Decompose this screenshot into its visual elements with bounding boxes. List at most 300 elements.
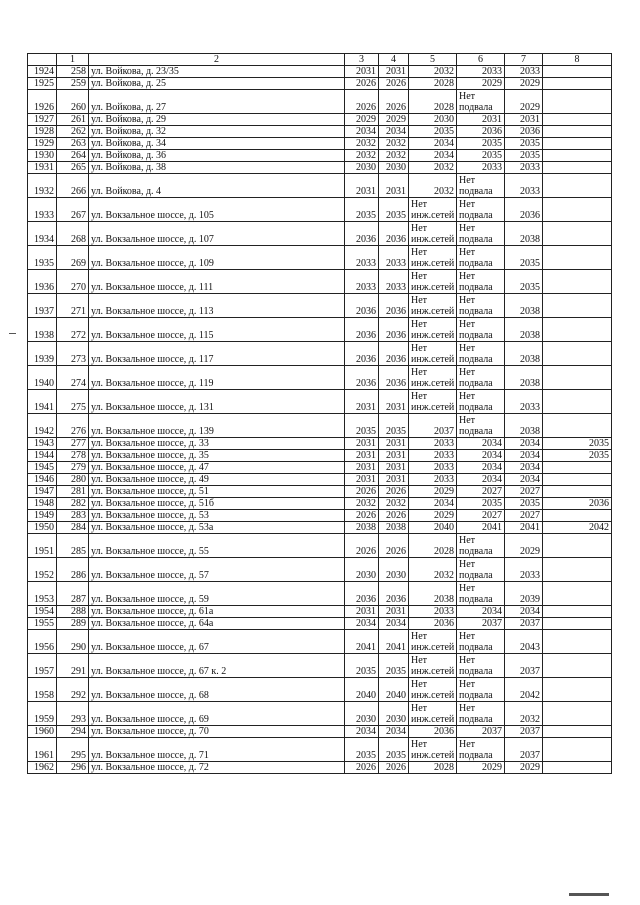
cell-idx: 1952: [28, 558, 57, 582]
cell-idx: 1958: [28, 678, 57, 702]
table-row: [28, 294, 612, 318]
cell-c3: 2026: [345, 534, 379, 558]
cell-c8: [543, 138, 612, 150]
cell-c6: 2035: [457, 138, 505, 150]
cell-c6: Нет подвала: [457, 702, 505, 726]
cell-c6: Нет подвала: [457, 582, 505, 606]
cell-c7: 2034: [505, 462, 543, 474]
cell-c3: 2041: [345, 630, 379, 654]
cell-c5: Нет инж.сетей: [409, 678, 457, 702]
cell-c4: 2031: [379, 390, 409, 414]
cell-c6: Нет подвала: [457, 678, 505, 702]
cell-idx: 1937: [28, 294, 57, 318]
cell-c8: [543, 114, 612, 126]
cell-c8: [543, 366, 612, 390]
cell-c3: 2035: [345, 654, 379, 678]
cell-c3: 2036: [345, 582, 379, 606]
cell-n: 296: [57, 762, 89, 774]
cell-c4: 2026: [379, 90, 409, 114]
cell-idx: 1942: [28, 414, 57, 438]
cell-c6: 2034: [457, 606, 505, 618]
header-cell-6: 6: [457, 54, 505, 66]
table-row: [28, 138, 612, 150]
cell-c5: Нет инж.сетей: [409, 198, 457, 222]
cell-n: 264: [57, 150, 89, 162]
cell-c7: 2035: [505, 150, 543, 162]
table-row: [28, 582, 612, 606]
cell-c4: 2032: [379, 498, 409, 510]
cell-c8: [543, 198, 612, 222]
cell-c5: 2028: [409, 762, 457, 774]
cell-n: 266: [57, 174, 89, 198]
cell-addr: ул. Вокзальное шоссе, д. 107: [89, 222, 345, 246]
cell-n: 275: [57, 390, 89, 414]
cell-c5: Нет инж.сетей: [409, 702, 457, 726]
table-row: [28, 390, 612, 414]
cell-c3: 2030: [345, 558, 379, 582]
cell-c5: 2029: [409, 510, 457, 522]
cell-c8: 2035: [543, 438, 612, 450]
cell-c7: 2027: [505, 510, 543, 522]
cell-c8: [543, 606, 612, 618]
table-row: [28, 198, 612, 222]
cell-c7: 2032: [505, 702, 543, 726]
scan-artifact-mark: [9, 333, 16, 334]
cell-c3: 2031: [345, 606, 379, 618]
cell-c6: 2034: [457, 462, 505, 474]
cell-c5: 2032: [409, 174, 457, 198]
cell-c4: 2031: [379, 66, 409, 78]
cell-idx: 1953: [28, 582, 57, 606]
cell-c4: 2041: [379, 630, 409, 654]
cell-c5: 2034: [409, 498, 457, 510]
cell-c5: 2028: [409, 534, 457, 558]
table-row: [28, 114, 612, 126]
cell-c4: 2026: [379, 510, 409, 522]
cell-c3: 2036: [345, 366, 379, 390]
cell-c6: Нет подвала: [457, 198, 505, 222]
cell-n: 290: [57, 630, 89, 654]
cell-addr: ул. Войкова, д. 38: [89, 162, 345, 174]
cell-c4: 2034: [379, 726, 409, 738]
cell-c7: 2041: [505, 522, 543, 534]
cell-c8: [543, 414, 612, 438]
cell-n: 289: [57, 618, 89, 630]
cell-c7: 2035: [505, 498, 543, 510]
cell-c5: Нет инж.сетей: [409, 390, 457, 414]
cell-c6: 2033: [457, 162, 505, 174]
table-row: [28, 738, 612, 762]
cell-c7: 2037: [505, 654, 543, 678]
cell-c5: 2032: [409, 66, 457, 78]
cell-c8: [543, 318, 612, 342]
cell-c3: 2030: [345, 702, 379, 726]
cell-idx: 1926: [28, 90, 57, 114]
cell-c5: 2033: [409, 606, 457, 618]
cell-addr: ул. Войкова, д. 29: [89, 114, 345, 126]
cell-c3: 2030: [345, 162, 379, 174]
table-row: [28, 606, 612, 618]
cell-c8: [543, 738, 612, 762]
cell-c3: 2031: [345, 438, 379, 450]
cell-c6: Нет подвала: [457, 270, 505, 294]
cell-idx: 1936: [28, 270, 57, 294]
table-row: [28, 246, 612, 270]
cell-c5: Нет инж.сетей: [409, 222, 457, 246]
cell-c5: Нет инж.сетей: [409, 270, 457, 294]
cell-c3: 2040: [345, 678, 379, 702]
cell-addr: ул. Вокзальное шоссе, д. 68: [89, 678, 345, 702]
cell-c7: 2042: [505, 678, 543, 702]
cell-c3: 2032: [345, 138, 379, 150]
cell-c7: 2033: [505, 558, 543, 582]
cell-idx: 1940: [28, 366, 57, 390]
cell-n: 259: [57, 78, 89, 90]
table-row: [28, 438, 612, 450]
cell-c8: [543, 726, 612, 738]
cell-n: 258: [57, 66, 89, 78]
cell-c7: 2037: [505, 618, 543, 630]
cell-c3: 2031: [345, 462, 379, 474]
cell-c6: 2029: [457, 762, 505, 774]
cell-c5: Нет инж.сетей: [409, 738, 457, 762]
cell-c4: 2036: [379, 366, 409, 390]
table-row: [28, 654, 612, 678]
cell-idx: 1935: [28, 246, 57, 270]
cell-c6: 2031: [457, 114, 505, 126]
cell-c8: [543, 294, 612, 318]
data-table: [27, 53, 612, 774]
cell-c5: 2032: [409, 558, 457, 582]
cell-c6: Нет подвала: [457, 246, 505, 270]
cell-idx: 1957: [28, 654, 57, 678]
cell-idx: 1924: [28, 66, 57, 78]
table-row: [28, 678, 612, 702]
cell-addr: ул. Вокзальное шоссе, д. 49: [89, 474, 345, 486]
table-row: [28, 366, 612, 390]
cell-c5: 2034: [409, 138, 457, 150]
cell-c6: Нет подвала: [457, 90, 505, 114]
cell-addr: ул. Вокзальное шоссе, д. 71: [89, 738, 345, 762]
cell-n: 282: [57, 498, 89, 510]
cell-c4: 2031: [379, 174, 409, 198]
cell-c8: 2042: [543, 522, 612, 534]
cell-c4: 2034: [379, 618, 409, 630]
cell-addr: ул. Вокзальное шоссе, д. 67 к. 2: [89, 654, 345, 678]
cell-idx: 1944: [28, 450, 57, 462]
cell-c6: Нет подвала: [457, 318, 505, 342]
cell-idx: 1939: [28, 342, 57, 366]
cell-c5: 2033: [409, 462, 457, 474]
table-row: [28, 474, 612, 486]
cell-c7: 2029: [505, 78, 543, 90]
cell-c7: 2037: [505, 738, 543, 762]
cell-addr: ул. Вокзальное шоссе, д. 109: [89, 246, 345, 270]
cell-c8: [543, 474, 612, 486]
table-row: [28, 558, 612, 582]
table-row: [28, 162, 612, 174]
cell-c7: 2033: [505, 66, 543, 78]
header-cell-4: 4: [379, 54, 409, 66]
cell-c8: [543, 270, 612, 294]
cell-c5: 2033: [409, 474, 457, 486]
cell-c3: 2026: [345, 762, 379, 774]
cell-addr: ул. Вокзальное шоссе, д. 69: [89, 702, 345, 726]
cell-c7: 2029: [505, 762, 543, 774]
cell-c6: Нет подвала: [457, 174, 505, 198]
cell-idx: 1960: [28, 726, 57, 738]
cell-n: 273: [57, 342, 89, 366]
cell-c8: [543, 510, 612, 522]
cell-c4: 2029: [379, 114, 409, 126]
cell-c6: Нет подвала: [457, 630, 505, 654]
cell-c3: 2031: [345, 390, 379, 414]
cell-n: 262: [57, 126, 89, 138]
cell-n: 270: [57, 270, 89, 294]
cell-c3: 2036: [345, 222, 379, 246]
cell-c3: 2034: [345, 618, 379, 630]
cell-addr: ул. Вокзальное шоссе, д. 113: [89, 294, 345, 318]
cell-c5: Нет инж.сетей: [409, 318, 457, 342]
cell-c4: 2031: [379, 606, 409, 618]
header-cell-8: 8: [543, 54, 612, 66]
table-row: [28, 126, 612, 138]
cell-n: 279: [57, 462, 89, 474]
cell-c6: 2035: [457, 150, 505, 162]
cell-c3: 2036: [345, 342, 379, 366]
cell-c7: 2034: [505, 606, 543, 618]
cell-c3: 2036: [345, 318, 379, 342]
cell-c4: 2031: [379, 462, 409, 474]
cell-c3: 2026: [345, 486, 379, 498]
cell-addr: ул. Вокзальное шоссе, д. 67: [89, 630, 345, 654]
table-row: [28, 522, 612, 534]
table-row: [28, 78, 612, 90]
table-row: [28, 498, 612, 510]
cell-c6: Нет подвала: [457, 390, 505, 414]
cell-c5: 2036: [409, 618, 457, 630]
cell-c5: Нет инж.сетей: [409, 342, 457, 366]
cell-c6: 2034: [457, 438, 505, 450]
table-row: [28, 270, 612, 294]
cell-c3: 2033: [345, 270, 379, 294]
cell-c5: 2033: [409, 450, 457, 462]
table-row: [28, 618, 612, 630]
table-row: [28, 174, 612, 198]
cell-c6: 2041: [457, 522, 505, 534]
cell-c3: 2031: [345, 66, 379, 78]
cell-c5: 2028: [409, 78, 457, 90]
cell-c7: 2033: [505, 162, 543, 174]
cell-n: 281: [57, 486, 89, 498]
cell-n: 277: [57, 438, 89, 450]
cell-c5: 2036: [409, 726, 457, 738]
header-cell-2: 2: [89, 54, 345, 66]
cell-c6: 2035: [457, 498, 505, 510]
cell-c8: [543, 558, 612, 582]
cell-c6: 2036: [457, 126, 505, 138]
cell-idx: 1946: [28, 474, 57, 486]
cell-c6: 2037: [457, 726, 505, 738]
cell-addr: ул. Войкова, д. 36: [89, 150, 345, 162]
cell-idx: 1930: [28, 150, 57, 162]
cell-c3: 2031: [345, 450, 379, 462]
cell-c3: 2035: [345, 738, 379, 762]
cell-c3: 2034: [345, 126, 379, 138]
cell-c5: 2032: [409, 162, 457, 174]
cell-c7: 2034: [505, 450, 543, 462]
table-row: [28, 462, 612, 474]
table-row: [28, 414, 612, 438]
table-row: [28, 450, 612, 462]
cell-c4: 2036: [379, 342, 409, 366]
table-row: [28, 342, 612, 366]
cell-c6: Нет подвала: [457, 654, 505, 678]
cell-addr: ул. Вокзальное шоссе, д. 51б: [89, 498, 345, 510]
cell-c6: 2037: [457, 618, 505, 630]
cell-c3: 2038: [345, 522, 379, 534]
cell-c6: Нет подвала: [457, 534, 505, 558]
cell-c4: 2035: [379, 654, 409, 678]
cell-n: 260: [57, 90, 89, 114]
cell-c8: [543, 654, 612, 678]
cell-addr: ул. Вокзальное шоссе, д. 131: [89, 390, 345, 414]
cell-c4: 2030: [379, 162, 409, 174]
cell-addr: ул. Войкова, д. 32: [89, 126, 345, 138]
cell-idx: 1943: [28, 438, 57, 450]
cell-addr: ул. Войкова, д. 27: [89, 90, 345, 114]
cell-c5: 2035: [409, 126, 457, 138]
cell-addr: ул. Вокзальное шоссе, д. 59: [89, 582, 345, 606]
cell-c3: 2032: [345, 150, 379, 162]
cell-c7: 2035: [505, 246, 543, 270]
cell-c8: [543, 78, 612, 90]
header-row: [28, 54, 612, 66]
header-cell-7: 7: [505, 54, 543, 66]
cell-n: 287: [57, 582, 89, 606]
cell-c7: 2038: [505, 366, 543, 390]
cell-addr: ул. Вокзальное шоссе, д. 47: [89, 462, 345, 474]
table-row: [28, 762, 612, 774]
cell-c7: 2031: [505, 114, 543, 126]
cell-addr: ул. Войкова, д. 4: [89, 174, 345, 198]
cell-c7: 2039: [505, 582, 543, 606]
cell-c7: 2027: [505, 486, 543, 498]
cell-c8: [543, 126, 612, 138]
cell-addr: ул. Вокзальное шоссе, д. 33: [89, 438, 345, 450]
cell-addr: ул. Вокзальное шоссе, д. 139: [89, 414, 345, 438]
table-row: [28, 726, 612, 738]
cell-c4: 2030: [379, 558, 409, 582]
table-body: [28, 54, 612, 774]
cell-addr: ул. Вокзальное шоссе, д. 119: [89, 366, 345, 390]
cell-c6: 2034: [457, 474, 505, 486]
cell-c5: 2028: [409, 90, 457, 114]
cell-n: 292: [57, 678, 89, 702]
cell-c6: Нет подвала: [457, 342, 505, 366]
cell-addr: ул. Вокзальное шоссе, д. 55: [89, 534, 345, 558]
cell-c4: 2033: [379, 270, 409, 294]
cell-c4: 2038: [379, 522, 409, 534]
cell-addr: ул. Войкова, д. 23/35: [89, 66, 345, 78]
cell-n: 291: [57, 654, 89, 678]
cell-c8: [543, 390, 612, 414]
cell-idx: 1932: [28, 174, 57, 198]
cell-c6: Нет подвала: [457, 738, 505, 762]
cell-c4: 2031: [379, 450, 409, 462]
cell-idx: 1927: [28, 114, 57, 126]
cell-c4: 2026: [379, 486, 409, 498]
cell-addr: ул. Вокзальное шоссе, д. 53а: [89, 522, 345, 534]
cell-c5: Нет инж.сетей: [409, 294, 457, 318]
cell-c6: Нет подвала: [457, 366, 505, 390]
cell-c8: 2036: [543, 498, 612, 510]
cell-c5: 2030: [409, 114, 457, 126]
cell-c8: [543, 162, 612, 174]
cell-idx: 1933: [28, 198, 57, 222]
cell-c6: 2029: [457, 78, 505, 90]
cell-idx: 1925: [28, 78, 57, 90]
cell-c8: [543, 486, 612, 498]
cell-c7: 2037: [505, 726, 543, 738]
cell-addr: ул. Вокзальное шоссе, д. 57: [89, 558, 345, 582]
cell-addr: ул. Вокзальное шоссе, д. 35: [89, 450, 345, 462]
cell-addr: ул. Войкова, д. 34: [89, 138, 345, 150]
cell-c7: 2033: [505, 174, 543, 198]
cell-c7: 2036: [505, 126, 543, 138]
cell-c7: 2038: [505, 294, 543, 318]
cell-n: 271: [57, 294, 89, 318]
cell-c8: [543, 66, 612, 78]
cell-c7: 2035: [505, 270, 543, 294]
cell-c6: Нет подвала: [457, 558, 505, 582]
cell-c3: 2026: [345, 90, 379, 114]
cell-c6: Нет подвала: [457, 294, 505, 318]
cell-c5: 2038: [409, 582, 457, 606]
cell-c3: 2029: [345, 114, 379, 126]
cell-c7: 2043: [505, 630, 543, 654]
cell-c5: 2037: [409, 414, 457, 438]
cell-c5: 2040: [409, 522, 457, 534]
cell-c8: [543, 174, 612, 198]
table-row: [28, 534, 612, 558]
cell-c4: 2032: [379, 138, 409, 150]
cell-c6: 2027: [457, 486, 505, 498]
cell-c3: 2036: [345, 294, 379, 318]
cell-c7: 2038: [505, 342, 543, 366]
cell-c3: 2035: [345, 414, 379, 438]
cell-n: 274: [57, 366, 89, 390]
cell-c3: 2026: [345, 78, 379, 90]
cell-c4: 2040: [379, 678, 409, 702]
cell-c3: 2031: [345, 174, 379, 198]
cell-n: 267: [57, 198, 89, 222]
scan-artifact-mark: [569, 893, 609, 896]
cell-c8: [543, 222, 612, 246]
cell-n: 280: [57, 474, 89, 486]
cell-n: 295: [57, 738, 89, 762]
cell-c4: 2032: [379, 150, 409, 162]
header-cell-0: [28, 54, 57, 66]
cell-n: 284: [57, 522, 89, 534]
cell-idx: 1938: [28, 318, 57, 342]
table-row: [28, 630, 612, 654]
cell-c4: 2036: [379, 318, 409, 342]
cell-idx: 1948: [28, 498, 57, 510]
cell-n: 278: [57, 450, 89, 462]
cell-c6: 2033: [457, 66, 505, 78]
cell-c8: [543, 534, 612, 558]
